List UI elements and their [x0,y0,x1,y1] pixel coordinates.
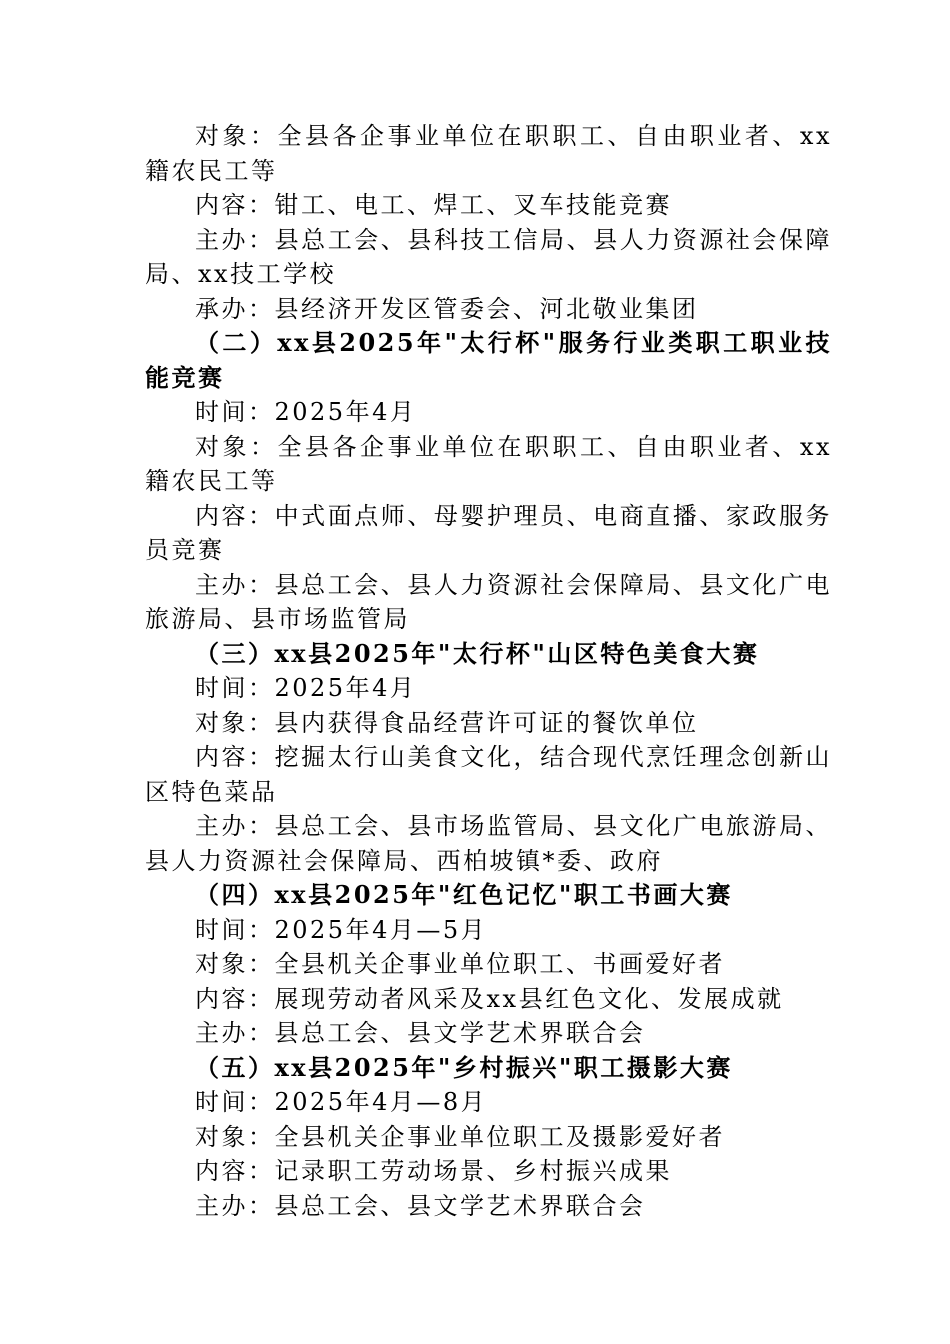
paragraph: 主办：县总工会、县市场监管局、县文化广电旅游局、县人力资源社会保障局、西柏坡镇*委、政府 [145,812,832,875]
paragraph: 内容：记录职工劳动场景、乡村振兴成果 [195,1157,672,1185]
paragraph: 主办：县总工会、县文学艺术界联合会 [195,1019,646,1047]
paragraph: 承办：县经济开发区管委会、河北敬业集团 [195,294,699,323]
paragraph: 内容：挖掘太行山美食文化，结合现代烹饪理念创新山区特色菜品 [145,743,832,806]
paragraph: 对象：全县机关企事业单位职工、书画爱好者 [195,950,725,978]
paragraph: 主办：县总工会、县人力资源社会保障局、县文化广电旅游局、县市场监管局 [145,570,832,633]
paragraph: 时间：2025年4月 [195,674,417,702]
paragraph: 主办：县总工会、县文学艺术界联合会 [195,1191,646,1220]
section-heading: （三）xx县2025年"太行杯"山区特色美食大赛 [195,638,760,668]
paragraph: 对象：全县各企事业单位在职职工、自由职业者、xx籍农民工等 [145,432,832,495]
section-heading: （二）xx县2025年"太行杯"服务行业类职工职业技能竞赛 [145,328,832,392]
paragraph: 内容：展现劳动者风采及xx县红色文化、发展成就 [195,984,784,1013]
section-heading: （四）xx县2025年"红色记忆"职工书画大赛 [195,880,733,909]
paragraph: 内容：中式面点师、母婴护理员、电商直播、家政服务员竞赛 [145,501,832,564]
paragraph: 对象：全县机关企事业单位职工及摄影爱好者 [195,1122,725,1151]
paragraph: 对象：全县各企事业单位在职职工、自由职业者、xx籍农民工等 [145,122,832,185]
paragraph: 主办：县总工会、县科技工信局、县人力资源社会保障局、xx技工学校 [145,225,832,288]
paragraph: 对象：县内获得食品经营许可证的餐饮单位 [195,708,699,737]
paragraph: 内容：钳工、电工、焊工、叉车技能竞赛 [195,191,672,219]
paragraph: 时间：2025年4月—5月 [195,915,488,944]
paragraph: 时间：2025年4月—8月 [195,1088,488,1116]
section-heading: （五）xx县2025年"乡村振兴"职工摄影大赛 [195,1052,733,1082]
paragraph: 时间：2025年4月 [195,398,417,426]
